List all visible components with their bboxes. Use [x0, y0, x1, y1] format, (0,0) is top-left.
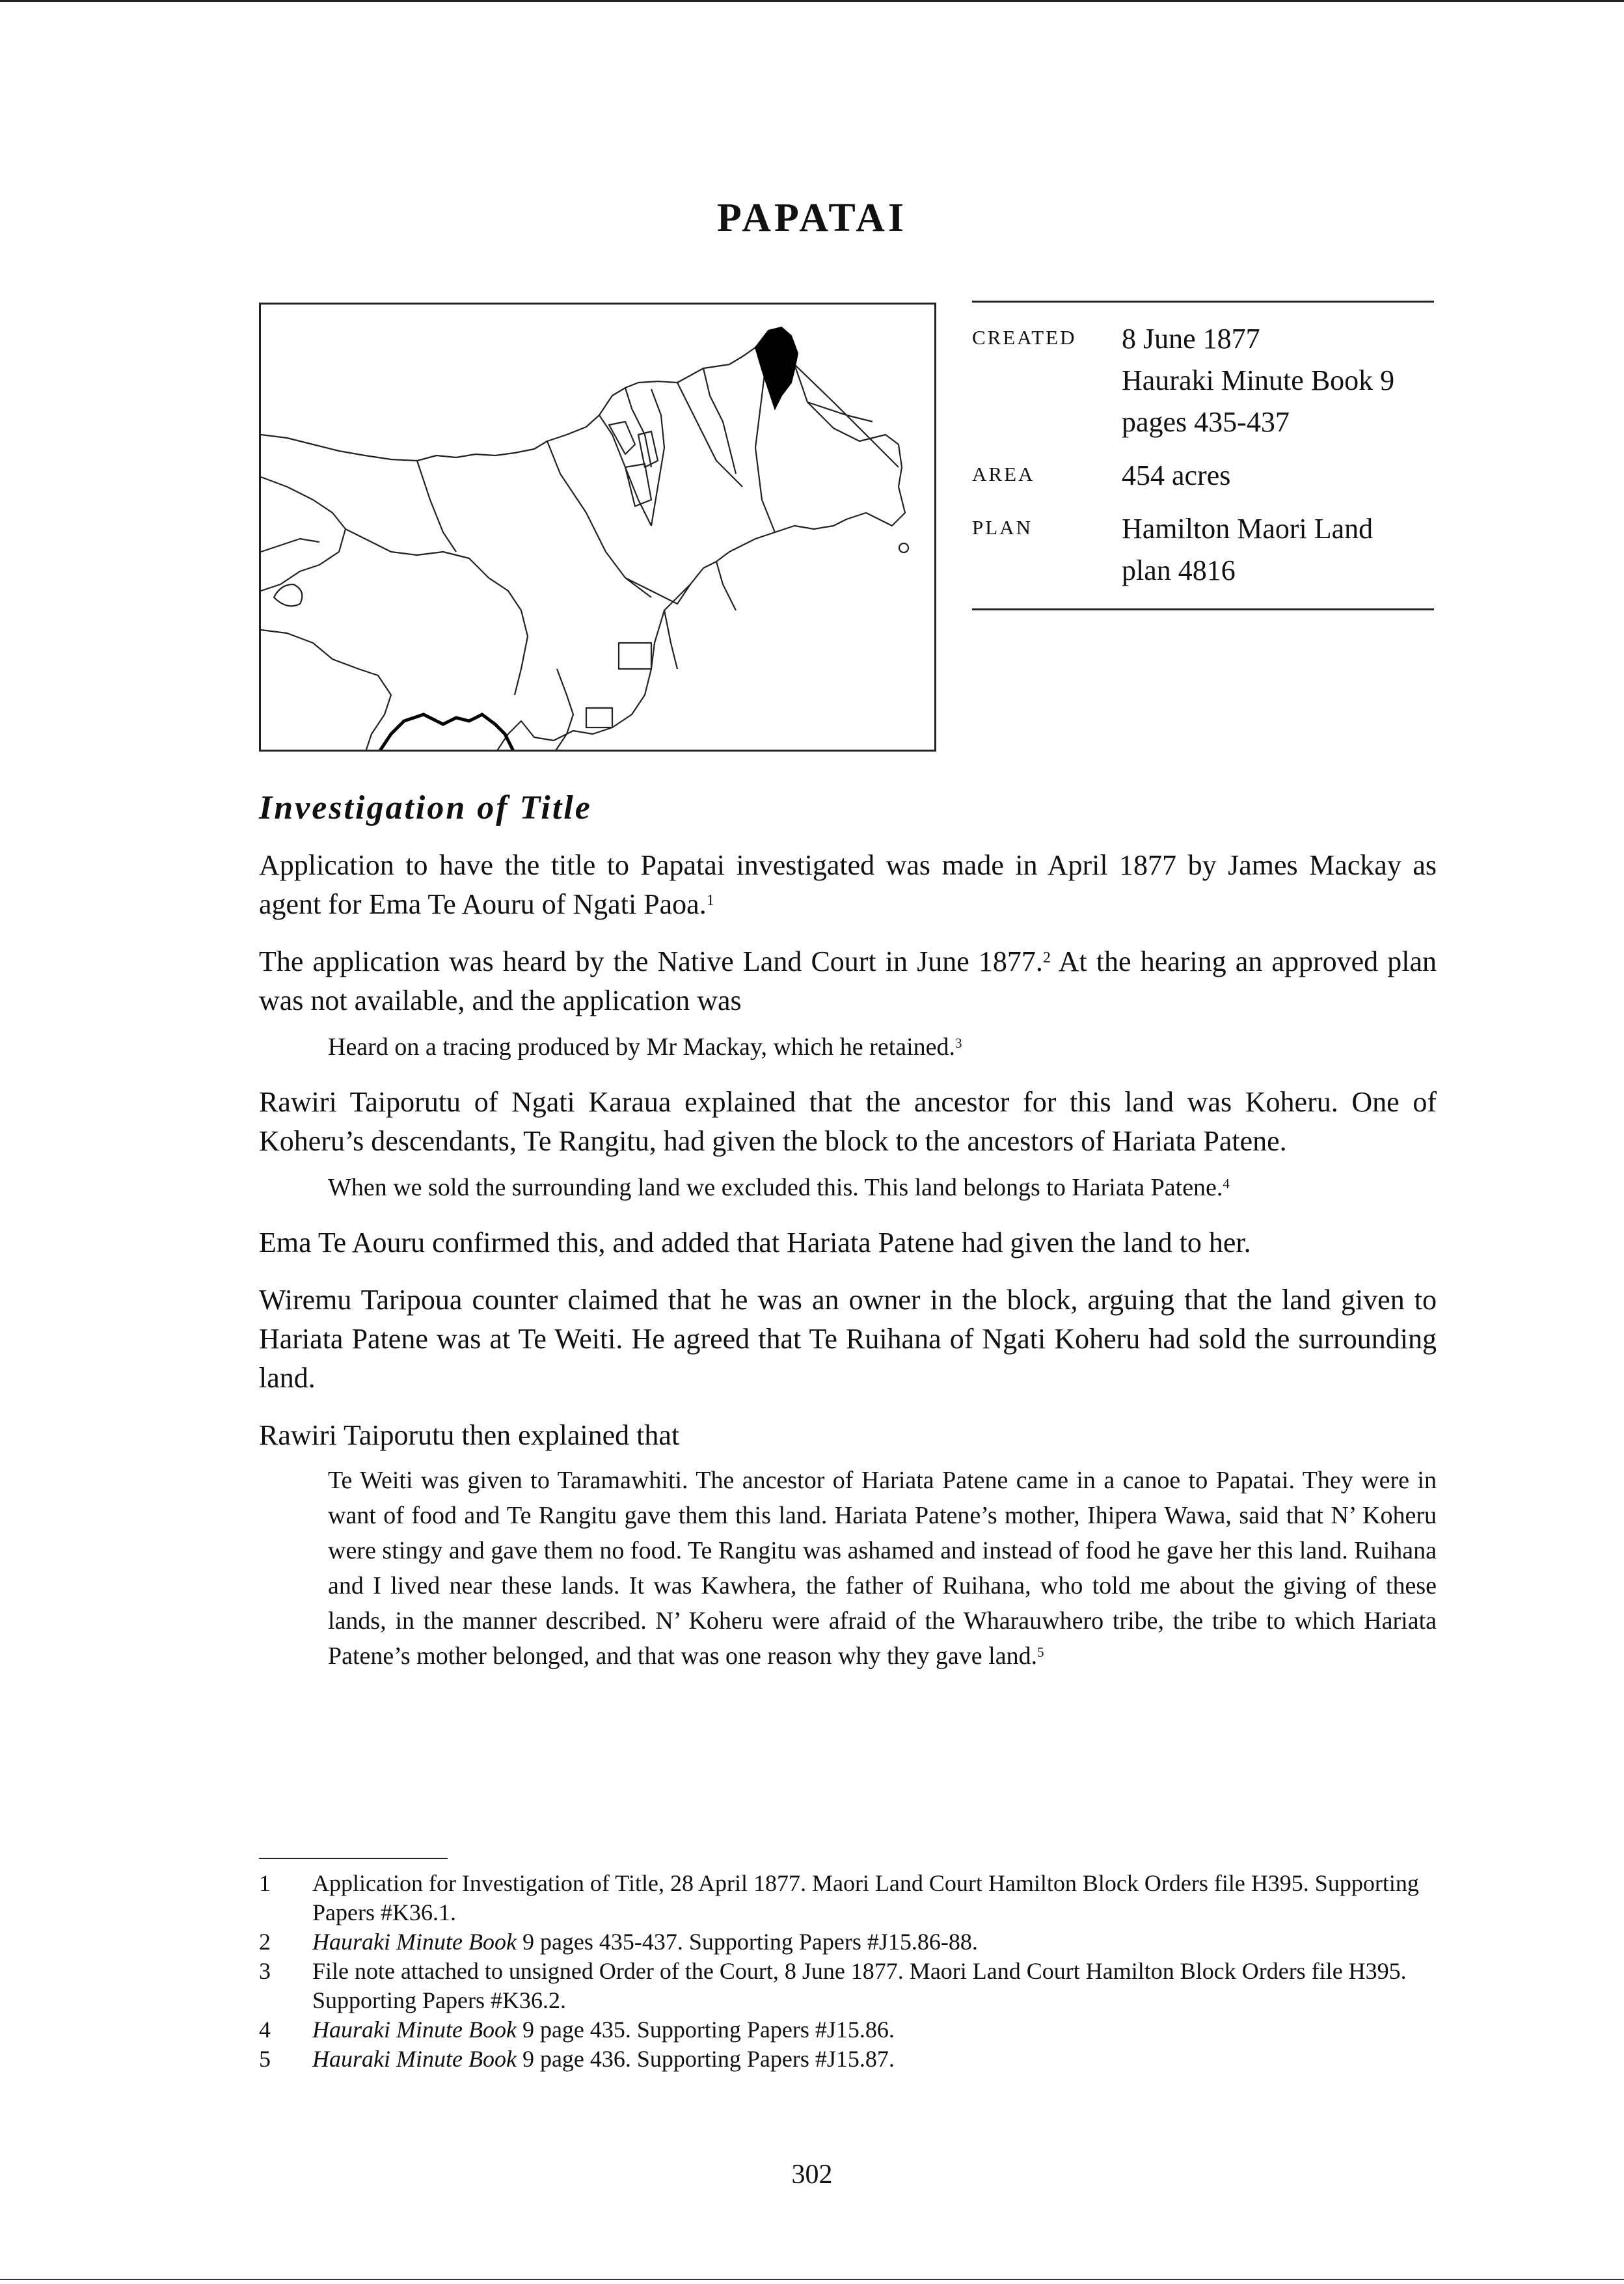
plan-value [1122, 508, 1373, 591]
footnote-ref-5: 5 [1037, 1644, 1044, 1660]
footnote-5-body: 9 page 436. Supporting Papers #J15.87. [516, 2046, 895, 2072]
paragraph-2-rest: At the hearing an approved plan was not available, and the application was [259, 945, 1437, 1016]
map-drawing [261, 305, 936, 752]
islet-shore [274, 584, 302, 606]
created-pages: pages 435-437 [1122, 406, 1290, 438]
boundary-11 [625, 578, 690, 604]
plan-label: PLAN [972, 516, 1033, 539]
boundary-7 [703, 368, 736, 474]
western-shore [261, 630, 391, 752]
footnote-4-number: 4 [259, 2017, 271, 2043]
footnote-1 [259, 1869, 1443, 1927]
paragraph-2-text: The application was heard by the Native Land Court in June 1877. [259, 945, 1043, 977]
body-text [259, 846, 1437, 1692]
paragraph-5: Wiremu Taripoua counter claimed that he was an owner in the block, arguing that the land given to Hariata Patene was at Te Weiti. He agreed that Te Ruihana of Ngati Koheru had sold the surrounding land. [259, 1284, 1437, 1394]
plan-row [972, 508, 1434, 591]
footnote-1-body: Application for Investigation of Title, 28 April 1877. Maori Land Court Hamilton Block Orders file H395. Supporting Papers #K36.1. [312, 1870, 1419, 1925]
plan-line-1: Hamilton Maori Land [1122, 513, 1374, 545]
area-label: AREA [972, 463, 1035, 485]
created-label: CREATED [972, 326, 1077, 349]
created-date: 8 June 1877 [1122, 323, 1260, 355]
boundary-6 [677, 383, 742, 487]
block-small [586, 708, 612, 727]
block-square [619, 643, 651, 669]
lower-coast [261, 539, 319, 552]
block-info-table [972, 301, 1434, 610]
paragraph-2 [259, 942, 1437, 1020]
quote-3-text: Te Weiti was given to Taramawhiti. The ancestor of Hariata Patene came in a canoe to Papatai. They were in want of food and Te Rangitu gave them this land. Hariata Patene’s mother, Ihipera Wawa, said that N’ Koheru were stingy and gave them no food. Te Rangitu was ashamed and instead of food he gave her this land. Ruihana and I lived near these lands. It was Kawhera, the father of Ruihana, who told me about the giving of these lands, in the manner described. N’ Koheru were afraid of the Wharauwhero tribe, the tribe to which Hariata Patene’s mother belonged, and that was one reason why they gave land. [328, 1467, 1437, 1670]
footnote-3-number: 3 [259, 1958, 271, 1984]
footnote-2-number: 2 [259, 1929, 271, 1955]
page-title: PAPATAI [716, 196, 908, 240]
created-value [1122, 318, 1394, 443]
footnote-4-body: 9 page 435. Supporting Papers #J15.86. [516, 2017, 895, 2043]
paragraph-3: Rawiri Taiporutu of Ngati Karaua explained that the ancestor for this land was Koheru. One of Koheru’s descendants, Te Rangitu, had given the block to the ancestors of Hariata Patene. [259, 1086, 1437, 1157]
page-number: 302 [791, 2160, 833, 2190]
quote-3 [328, 1463, 1437, 1674]
footnote-2-text [312, 1927, 1443, 1957]
boundary-1 [417, 461, 456, 552]
section-heading: Investigation of Title [259, 789, 592, 826]
footnote-ref-4: 4 [1223, 1175, 1230, 1191]
footnote-2-italic: Hauraki Minute Book [312, 1929, 517, 1955]
footnote-1-number: 1 [259, 1870, 271, 1896]
quote-2-text: When we sold the surrounding land we excluded this. This land belongs to Hariata Patene. [328, 1174, 1223, 1201]
western-bay [261, 477, 345, 591]
coastline [261, 342, 905, 752]
paragraph-6: Rawiri Taiporutu then explained that [259, 1419, 680, 1451]
footnote-ref-1: 1 [706, 891, 714, 909]
created-row [972, 318, 1434, 443]
paragraph-4: Ema Te Aouru confirmed this, and added that Hariata Patene had given the land to her. [259, 1227, 1251, 1258]
quote-1 [328, 1029, 1437, 1065]
bottom-border-line [0, 2279, 1624, 2280]
area-value: 454 acres [1122, 459, 1231, 491]
top-border-line [0, 0, 1624, 2]
location-map [259, 303, 936, 752]
footnote-5-number: 5 [259, 2046, 271, 2072]
quote-1-text: Heard on a tracing produced by Mr Mackay, which he retained. [328, 1033, 956, 1061]
footnote-5-text [312, 2045, 1443, 2074]
footnote-3-body: File note attached to unsigned Order of the Court, 8 June 1877. Maori Land Court Hamilton Block Orders file H395. Supporting Papers #K36.2. [312, 1958, 1407, 2013]
boundary-2 [547, 441, 651, 597]
footnote-4 [259, 2015, 1443, 2045]
southern-boundary [378, 714, 515, 752]
area-row [972, 455, 1434, 496]
paragraph-1 [259, 846, 1437, 924]
footnote-divider [259, 1858, 448, 1859]
footnote-3 [259, 1957, 1443, 2015]
quote-2 [328, 1170, 1437, 1205]
south-channel [664, 610, 677, 669]
plan-line-2: plan 4816 [1122, 554, 1236, 586]
east-channel [716, 562, 736, 610]
footnote-1-text [312, 1869, 1443, 1927]
offshore-islet [899, 543, 908, 552]
paragraph-1-text: Application to have the title to Papatai investigated was made in April 1877 by James Mackay as agent for Ema Te Aouru of Ngati Paoa. [259, 849, 1437, 920]
boundary-4 [625, 388, 651, 467]
footnote-3-text [312, 1957, 1443, 2015]
inner-shore [345, 529, 528, 695]
footnote-5 [259, 2045, 1443, 2074]
footnote-4-italic: Hauraki Minute Book [312, 2017, 517, 2043]
footnotes [259, 1869, 1443, 2074]
footnote-2-body: 9 pages 435-437. Supporting Papers #J15.86-88. [516, 1929, 978, 1955]
footnote-ref-3: 3 [955, 1035, 962, 1051]
strip-blocks [609, 422, 658, 506]
footnote-2 [259, 1927, 1443, 1957]
created-source: Hauraki Minute Book 9 [1122, 364, 1395, 396]
footnote-ref-2: 2 [1042, 948, 1051, 966]
footnote-4-text [312, 2015, 1443, 2045]
footnote-5-italic: Hauraki Minute Book [312, 2046, 517, 2072]
